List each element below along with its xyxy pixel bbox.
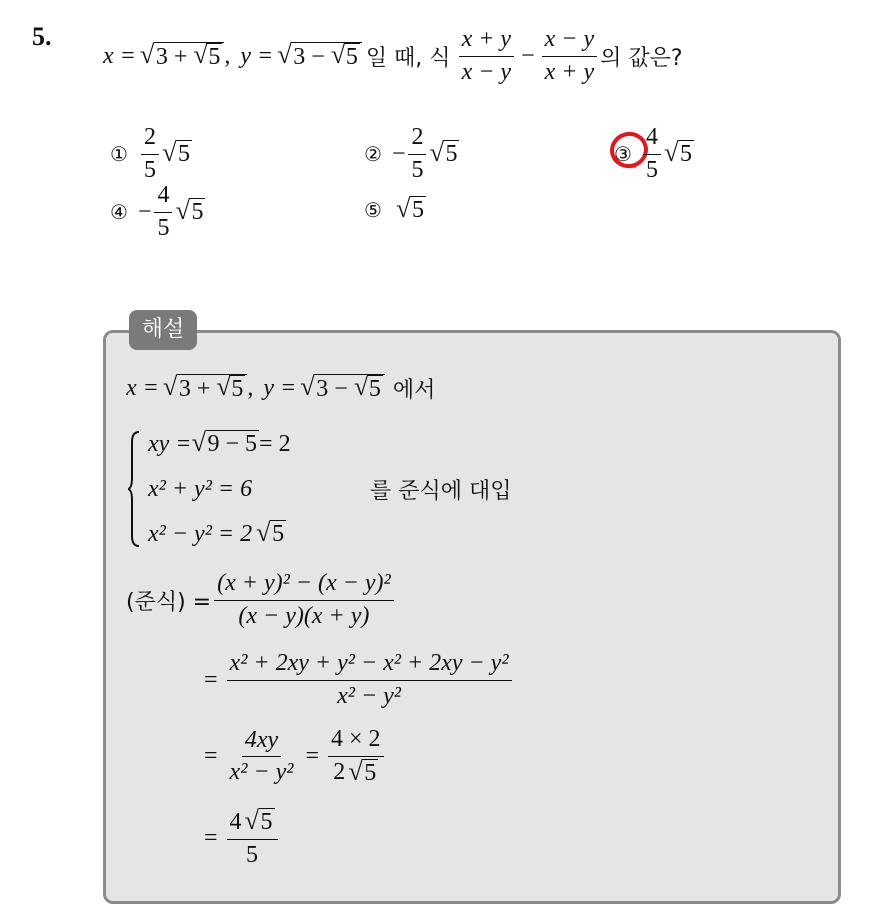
step-1: (준식) = $\frac{\text{(x + y)² − (x − y)²}}{(x - y)(x + y)}$: [126, 570, 397, 630]
problem-question: 의 값은?: [600, 45, 683, 71]
choice-1[interactable]: ① $\frac{2}{5}$ √ 5: [110, 124, 190, 183]
choice-2[interactable]: ② − $\frac{2}{5}$ √ 5: [364, 124, 458, 183]
fraction-2: $\frac{x - y}{x + y}$: [542, 26, 598, 86]
choice-4[interactable]: ④ − $\frac{4}{5}$ √ 5: [110, 182, 204, 241]
choice-3[interactable]: ③ $\frac{4}{5}$ √ 5: [614, 124, 692, 183]
fraction-1: $\frac{x + y}{x - y}$: [459, 26, 515, 86]
problem-statement: x = √ 3 + √ 5 , y = √ 3 − √ 5 일 때, 식 $\frac{x + y}{x - y}$ − $\frac{x - y}{x + y}$ 의 값은?: [103, 26, 683, 85]
system-eq-2: x² + y² = 6: [148, 476, 253, 502]
y-definition: y =: [240, 42, 274, 69]
problem-number: 5.: [32, 22, 52, 51]
system-eq-3: x² − y² = 2 √ 5: [148, 517, 285, 547]
step-2: = $\frac{\text{x² + 2xy + y² − x² + 2xy − y²}}{\text{x² − y²}}$: [204, 650, 515, 710]
sqrt-3-minus-root5: √ 3 − √ 5: [277, 42, 362, 71]
solution-tag: 해설: [129, 310, 197, 350]
system-eq-1: xy = √ 9 − 5 = 2: [148, 427, 291, 457]
problem-prompt: 일 때, 식: [365, 45, 451, 71]
system-brace: [128, 430, 140, 548]
step-3: = $\frac{4xy}{\text{x² − y²}}$ = 4 × 2 2 √ 5: [204, 726, 387, 787]
step-4: = 4 √ 5 5: [204, 808, 281, 869]
sqrt-3-plus-root5: √ 3 + √ 5: [140, 42, 225, 71]
choice-5[interactable]: ⑤ √ 5: [364, 193, 424, 223]
x-definition: x =: [103, 42, 136, 69]
substitute-note: 를 준식에 대입: [370, 479, 512, 504]
solution-line-1: x = √ 3 + √ 5 , y = √ 3 − √ 5 에서: [126, 371, 436, 403]
